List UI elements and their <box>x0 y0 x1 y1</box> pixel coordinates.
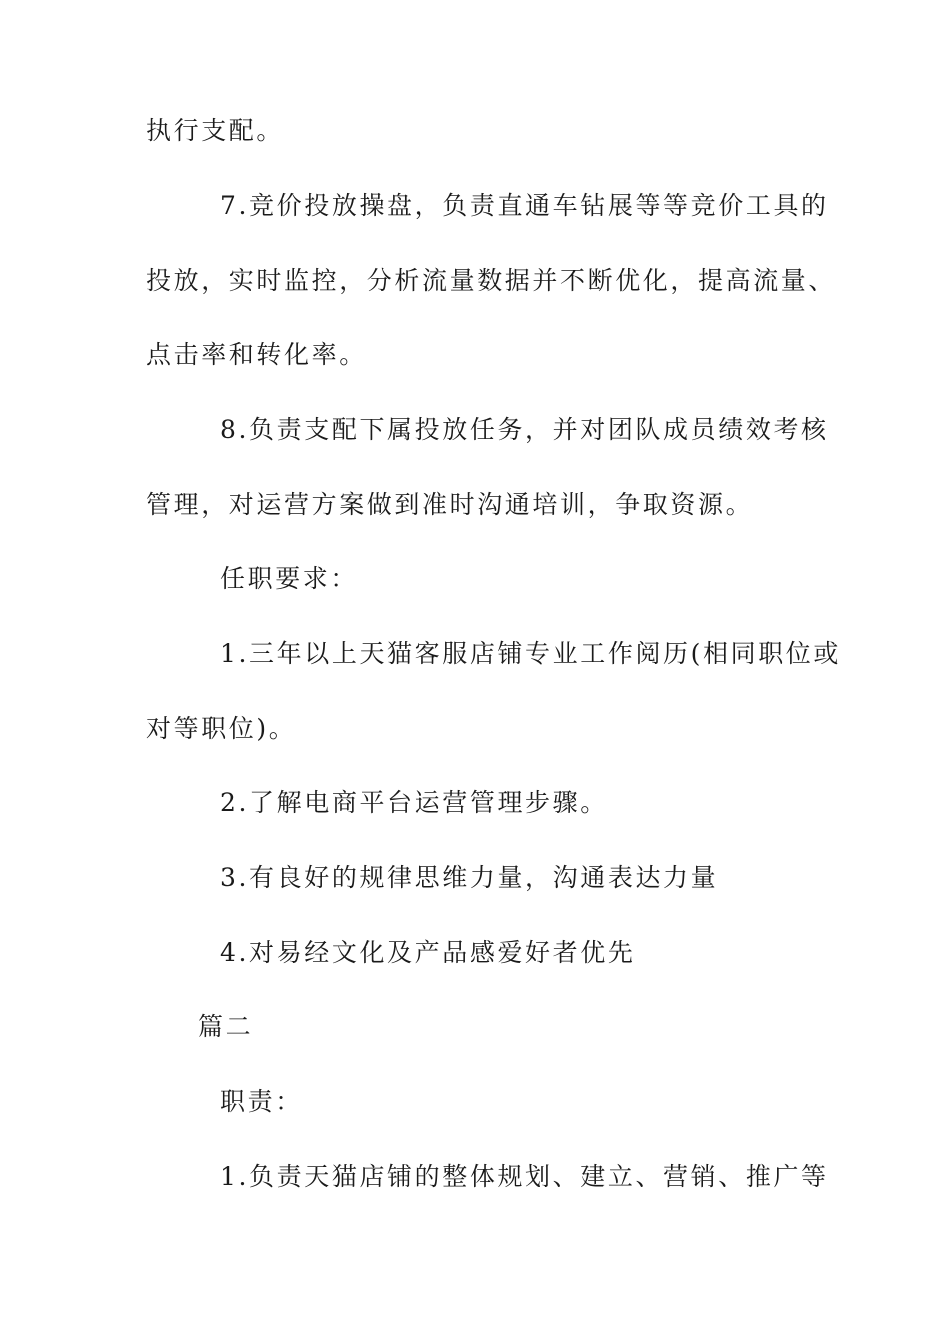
section-heading-requirements: 任职要求： <box>220 564 359 593</box>
list-item-7-line-1: 7.竞价投放操盘，负责直通车钻展等等竞价工具的 <box>220 191 829 220</box>
requirement-2: 2.了解电商平台运营管理步骤。 <box>220 788 608 817</box>
requirement-3: 3.有良好的规律思维力量，沟通表达力量 <box>220 863 719 892</box>
list-item-7-line-3: 点击率和转化率。 <box>146 340 367 369</box>
requirement-1-line-2: 对等职位)。 <box>146 714 297 743</box>
section-heading-duties: 职责： <box>220 1087 303 1116</box>
part-heading: 篇二 <box>198 1012 254 1041</box>
list-item-7-line-2: 投放，实时监控，分析流量数据并不断优化，提高流量、 <box>146 266 837 295</box>
duty-1-line-1: 1.负责天猫店铺的整体规划、建立、营销、推广等 <box>220 1162 829 1191</box>
requirement-4: 4.对易经文化及产品感爱好者优先 <box>220 938 636 967</box>
requirement-1-line-1: 1.三年以上天猫客服店铺专业工作阅历(相同职位或 <box>220 639 842 668</box>
paragraph-line: 执行支配。 <box>146 116 285 145</box>
list-item-8-line-1: 8.负责支配下属投放任务，并对团队成员绩效考核 <box>220 415 829 444</box>
list-item-8-line-2: 管理，对运营方案做到准时沟通培训，争取资源。 <box>146 490 754 519</box>
